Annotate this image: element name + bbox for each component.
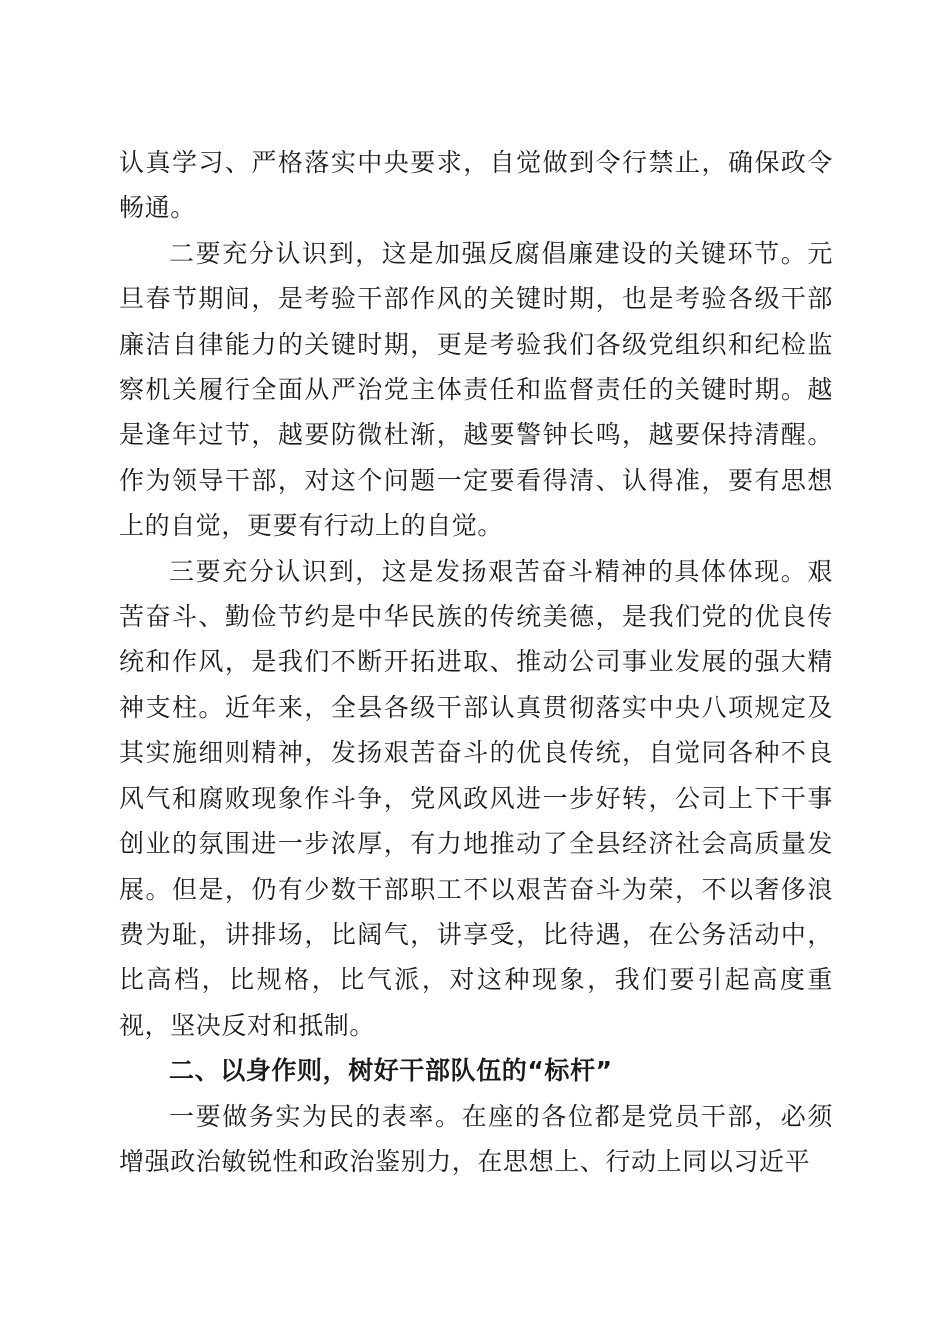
paragraph-hard-work-spirit: 三要充分认识到，这是发扬艰苦奋斗精神的具体体现。艰苦奋斗、勤俭节约是中华民族的传统美德，是我们党的优良传统和作风，是我们不断开拓进取、推动公司事业发展的强大精神支柱。近年来，全县各级干部认真贯彻落实中央八项规定及其实施细则精神，发扬艰苦奋斗的优良传统，自觉同各种不良风气和腐败现象作斗争，党风政风进一步好转，公司上下干事创业的氛围进一步浓厚，有力地推动了全县经济社会高质量发展。但是，仍有少数干部职工不以艰苦奋斗为荣，不以奢侈浪费为耻，讲排场，比阔气，讲享受，比待遇，在公务活动中，比高档，比规格，比气派，对这种现象，我们要引起高度重视，坚决反对和抵制。 bbox=[119, 556, 833, 1040]
paragraph-continuation: 认真学习、严格落实中央要求，自觉做到令行禁止，确保政令畅通。 bbox=[119, 148, 833, 223]
paragraph-anti-corruption: 二要充分认识到，这是加强反腐倡廉建设的关键环节。元旦春节期间，是考验干部作风的关键时期，也是考验各级干部廉洁自律能力的关键时期，更是考验我们各级党组织和纪检监察机关履行全面从严治党主体责任和监督责任的关键时期。越是逢年过节，越要防微杜渐，越要警钟长鸣，越要保持清醒。作为领导干部，对这个问题一定要看得清、认得准，要有思想上的自觉，更要有行动上的自觉。 bbox=[119, 238, 833, 541]
paragraph-role-model: 一要做务实为民的表率。在座的各位都是党员干部，必须增强政治敏锐性和政治鉴别力，在思想上、行动上同以习近平 bbox=[119, 1101, 833, 1176]
section-heading: 二、以身作则，树好干部队伍的“标杆” bbox=[169, 1056, 613, 1086]
document-page bbox=[119, 140, 833, 1184]
